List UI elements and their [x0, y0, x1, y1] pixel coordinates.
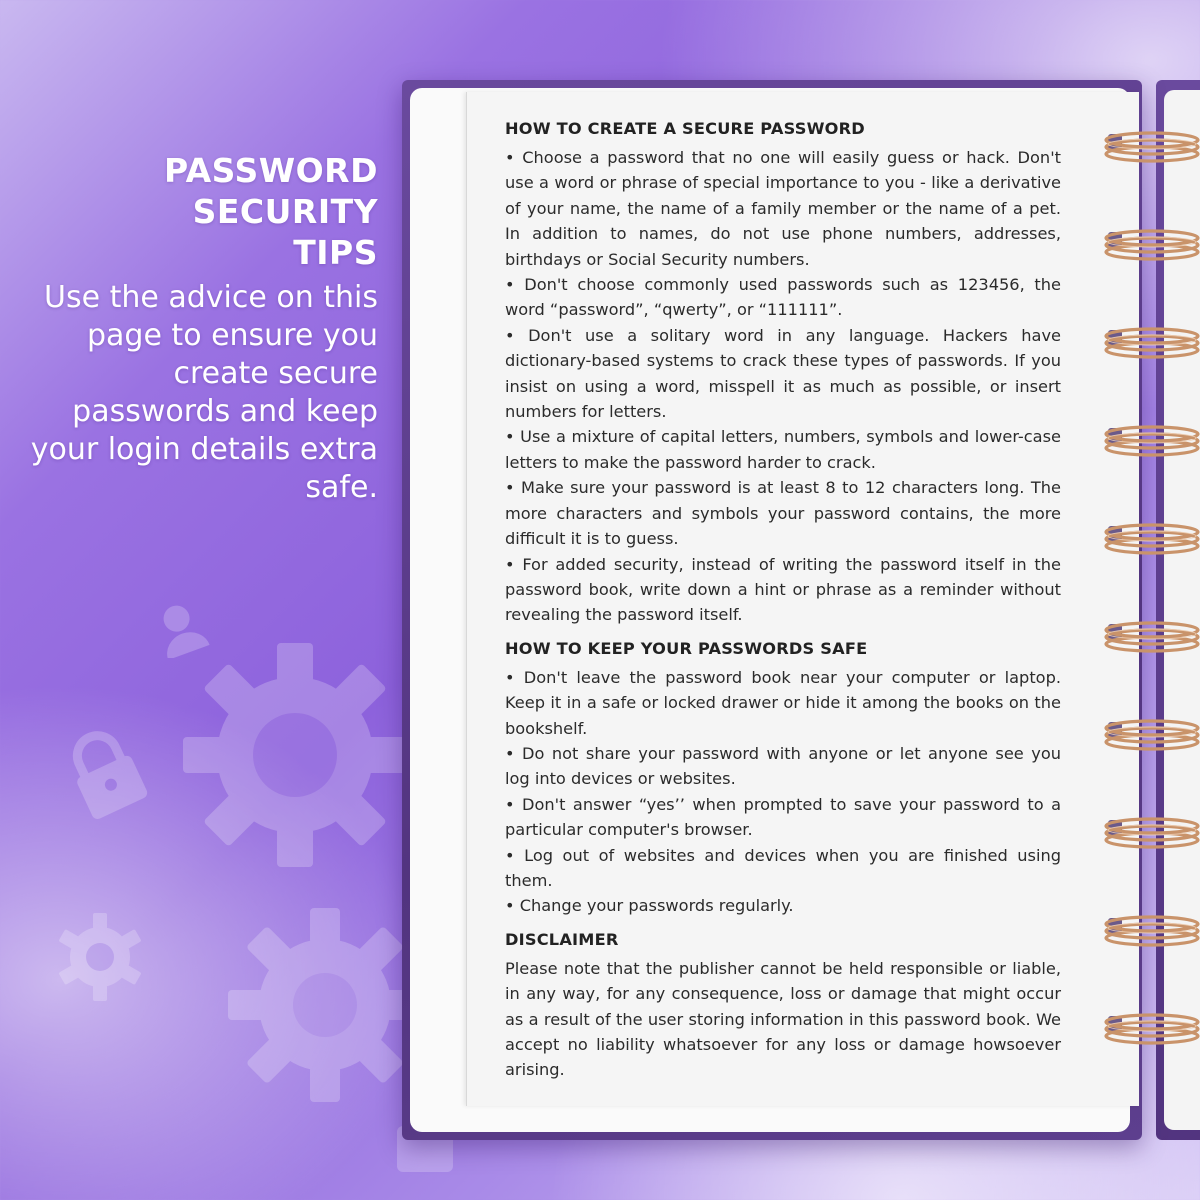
tip-paragraph: • Log out of websites and devices when you are finished using them. — [505, 845, 1061, 890]
section-heading: HOW TO CREATE A SECURE PASSWORD — [505, 119, 865, 138]
spiral-ring — [1106, 427, 1198, 455]
section-disclaimer — [505, 927, 1061, 1083]
page-content — [505, 116, 1061, 1091]
tip-paragraph: • Choose a password that no one will easily guess or hack. Don't use a word or phrase of special importance to you - like a derivative of your name, the name of a family member or the name of a pet. In addition to names, do not use phone numbers, addresses, birthdays or Social Security numbers. — [505, 148, 1061, 269]
section-keep-safe — [505, 636, 1061, 919]
spiral-ring — [1106, 623, 1198, 651]
tip-paragraph: • For added security, instead of writing the password itself in the password book, write down a hint or phrase as a reminder without revealing the password itself. — [505, 554, 1061, 625]
tip-paragraph: • Use a mixture of capital letters, numbers, symbols and lower-case letters to make the password harder to crack. — [505, 427, 1061, 472]
headline — [18, 150, 378, 507]
lock-icon — [55, 722, 155, 822]
spiral-ring — [1106, 819, 1198, 847]
tip-paragraph: • Don't use a solitary word in any language. Hackers have dictionary-based systems to crack these types of passwords. If you insist on using a word, misspell it as much as possible, or insert numbers for letters. — [505, 325, 1061, 422]
notebook-page — [466, 92, 1139, 1106]
headline-subtitle: Use the advice on this page to ensure you create secure passwords and keep your login details extra safe. — [30, 280, 378, 505]
spiral-ring — [1106, 329, 1198, 357]
tip-paragraph: • Don't answer “yes’’ when prompted to save your password to a particular computer's browser. — [505, 794, 1061, 840]
section-heading: DISCLAIMER — [505, 929, 619, 949]
tip-paragraph: • Don't choose commonly used passwords such as 123456, the word “password”, “qwerty”, or “111111”. — [505, 275, 1061, 320]
tip-paragraph: • Make sure your password is at least 8 to 12 characters long. The more characters and symbols your password contains, the more difficult it is to guess. — [505, 478, 1061, 549]
spiral-ring — [1106, 133, 1198, 161]
spiral-ring — [1106, 721, 1198, 749]
spiral-ring — [1106, 525, 1198, 553]
user-icon — [150, 598, 210, 658]
spiral-ring — [1106, 1015, 1198, 1043]
gear-icon — [225, 905, 425, 1105]
tip-paragraph: • Do not share your password with anyone or let anyone see you log into devices or websites. — [505, 743, 1061, 789]
spiral-ring — [1106, 231, 1198, 259]
tip-paragraph: • Don't leave the password book near your computer or laptop. Keep it in a safe or locked drawer or hide it among the books on the bookshelf. — [505, 667, 1061, 738]
section-heading: HOW TO KEEP YOUR PASSWORDS SAFE — [505, 638, 868, 658]
disclaimer-paragraph: Please note that the publisher cannot be held responsible or liable, in any way, for any consequence, loss or damage that might occur as a result of the user storing information in this password book. We accept no liability whatsoever for any loss or damage howsoever arising. — [505, 958, 1061, 1080]
tip-paragraph: • Change your passwords regularly. — [505, 896, 794, 916]
headline-title: PASSWORD SECURITY TIPS — [163, 151, 378, 272]
section-create-password — [505, 116, 1061, 628]
spiral-ring — [1106, 917, 1198, 945]
gear-icon — [180, 640, 410, 870]
spiral-binding — [1100, 110, 1200, 1110]
gear-icon — [55, 912, 145, 1002]
